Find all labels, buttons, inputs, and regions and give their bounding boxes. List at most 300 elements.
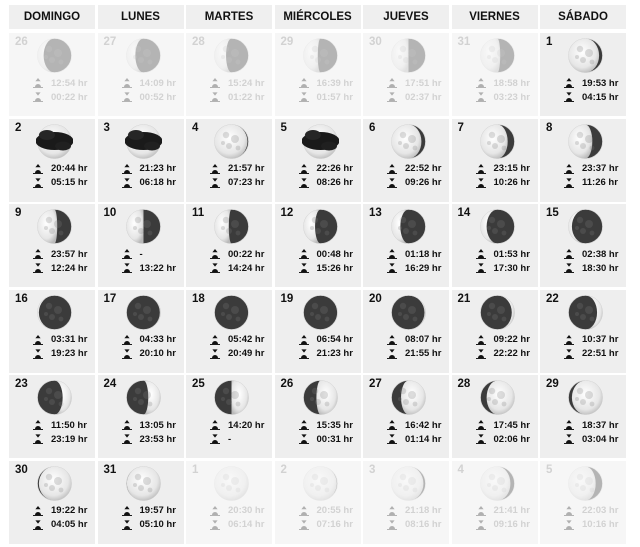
moon-crater <box>236 60 241 65</box>
moon-crater <box>575 312 579 316</box>
moonset-icon <box>387 349 397 359</box>
moonrise-row <box>122 163 176 175</box>
moonrise-icon <box>387 249 397 259</box>
calendar-day[interactable] <box>98 375 184 458</box>
moonrise-row <box>564 334 618 346</box>
moonset-time: 23:19 hr <box>51 433 88 445</box>
moonrise-time: 23:57 hr <box>51 248 88 260</box>
moon-crater <box>223 131 229 137</box>
moonrise-row <box>210 334 264 346</box>
moon-crater <box>143 220 151 228</box>
moonset-time: 22:22 hr <box>493 348 530 359</box>
moonrise-row <box>476 77 530 89</box>
moon-phase-icon <box>479 208 516 245</box>
moonrise-time: 09:22 hr <box>493 334 530 345</box>
moon-crater <box>501 316 506 321</box>
moonrise-icon <box>210 78 220 88</box>
moon-crater <box>400 46 406 52</box>
calendar-day[interactable] <box>452 204 538 287</box>
moonrise-time: 11:50 hr <box>51 419 87 431</box>
moonset-row <box>387 177 441 189</box>
moon-crater <box>223 217 229 223</box>
moonrise-time: 19:53 hr <box>582 77 619 89</box>
moon-crater <box>590 316 595 321</box>
moon-crater <box>492 399 498 405</box>
day-number: 28 <box>457 378 471 390</box>
moonrise-time: 03:31 hr <box>51 334 88 345</box>
moon-crater <box>403 485 409 491</box>
moon-crater <box>577 46 583 52</box>
moonrise-icon <box>387 420 397 430</box>
moon-crater <box>223 388 229 394</box>
moon-crater <box>54 477 62 485</box>
moon-crater <box>580 228 586 234</box>
moon-phase-icon <box>36 123 73 160</box>
moon-crater <box>46 217 52 223</box>
calendar-day[interactable] <box>9 33 95 116</box>
moonset-icon <box>564 520 574 530</box>
moon-crater <box>324 231 329 236</box>
moonrise-time: 02:38 hr <box>582 248 619 260</box>
calendar-day[interactable] <box>452 33 538 116</box>
calendar-day[interactable] <box>452 119 538 202</box>
calendar-day[interactable] <box>452 375 538 458</box>
moon-phase-icon <box>479 379 516 416</box>
moon-crater <box>134 473 140 479</box>
moonset-icon <box>122 349 132 359</box>
moon-crater <box>59 231 64 236</box>
moonset-row <box>122 177 176 189</box>
moonset-time: 10:16 hr <box>582 519 619 530</box>
calendar-day[interactable] <box>98 461 184 544</box>
moonset-time: 07:16 hr <box>316 519 353 530</box>
moon-crater <box>320 306 328 314</box>
day-number: 28 <box>192 36 205 48</box>
moonset-icon <box>33 349 43 359</box>
moon-crater <box>408 391 416 399</box>
moonset-row <box>476 348 530 360</box>
calendar-day[interactable] <box>98 290 184 373</box>
moon-crater <box>487 141 491 145</box>
moon-crater <box>497 49 505 57</box>
moon-crater <box>221 141 225 145</box>
moonrise-time: 10:37 hr <box>582 334 619 345</box>
moonset-row <box>33 177 87 189</box>
calendar-day[interactable] <box>540 204 626 287</box>
moon-phase-icon <box>567 294 604 331</box>
moonrise-time: 08:07 hr <box>405 334 442 345</box>
moonset-row <box>33 348 87 360</box>
day-number: 31 <box>457 36 471 48</box>
moonrise-icon <box>564 420 574 430</box>
calendar-day[interactable] <box>186 204 272 287</box>
moonset-row <box>122 262 176 274</box>
calendar-day[interactable] <box>363 204 449 287</box>
moon-phase-icon <box>302 37 339 74</box>
day-number: 26 <box>15 36 28 48</box>
moon-crater <box>231 49 239 57</box>
calendar-day[interactable] <box>540 461 626 544</box>
moon-crater <box>44 55 48 59</box>
calendar-day[interactable] <box>98 33 184 116</box>
moonrise-time: 19:57 hr <box>139 505 176 516</box>
calendar-day[interactable] <box>186 290 272 373</box>
moon-crater <box>492 485 498 491</box>
calendar-day[interactable] <box>9 119 95 202</box>
moonrise-time: 20:44 hr <box>51 163 88 174</box>
calendar-day[interactable] <box>186 375 272 458</box>
day-number: 13 <box>369 207 382 219</box>
calendar-day[interactable] <box>98 204 184 287</box>
moon-crater <box>400 217 406 223</box>
calendar-day[interactable] <box>275 119 361 202</box>
calendar-day[interactable] <box>363 461 449 544</box>
moonrise-time: 16:42 hr <box>405 419 442 431</box>
moonrise-row <box>210 163 264 175</box>
moon-crater <box>226 314 232 320</box>
moonrise-icon <box>122 164 132 174</box>
moonrise-time: 21:57 hr <box>228 163 265 174</box>
moon-phase-icon <box>36 379 73 416</box>
moonrise-icon <box>33 335 43 345</box>
day-number: 29 <box>280 36 294 48</box>
moonset-row <box>210 433 231 445</box>
moon-crater <box>492 143 498 149</box>
moonset-row <box>299 519 353 531</box>
moon-crater <box>236 231 241 236</box>
moon-crater <box>226 57 232 63</box>
moon-crater <box>134 302 140 308</box>
moonrise-icon <box>476 249 486 259</box>
moon-phase-icon <box>125 37 162 74</box>
moon-crater <box>585 49 593 57</box>
moonset-icon <box>122 178 132 188</box>
calendar-day[interactable] <box>452 461 538 544</box>
moon-crater <box>143 477 151 485</box>
moonset-row <box>564 519 618 531</box>
moon-crater <box>324 316 329 321</box>
moonrise-row <box>210 419 264 431</box>
moon-crater <box>226 143 232 149</box>
moonset-time: 11:26 hr <box>582 177 618 188</box>
moon-crater <box>488 302 494 308</box>
moon-crater <box>133 397 137 401</box>
moon-crater <box>221 55 225 59</box>
moon-crater <box>223 302 229 308</box>
moonset-icon <box>122 92 132 102</box>
moon-crater <box>575 483 579 487</box>
moon-crater <box>400 302 406 308</box>
moon-crater <box>400 388 406 394</box>
moonset-icon <box>299 92 309 102</box>
moonrise-icon <box>122 506 132 516</box>
moon-crater <box>413 231 418 236</box>
moon-phase-icon <box>36 294 73 331</box>
moon-crater <box>46 302 52 308</box>
moonrise-row <box>210 248 264 260</box>
calendar-day[interactable] <box>275 375 361 458</box>
moonset-time: 05:15 hr <box>51 177 88 188</box>
moon-crater <box>488 131 494 137</box>
moonset-row <box>122 348 176 360</box>
moonset-icon <box>387 434 397 444</box>
moonset-icon <box>210 520 220 530</box>
moonset-icon <box>299 434 309 444</box>
moon-crater <box>398 141 402 145</box>
moon-crater <box>590 231 595 236</box>
day-number: 2 <box>280 463 287 476</box>
moon-phase-icon <box>390 208 427 245</box>
moon-crater <box>59 487 64 492</box>
moonset-row <box>476 91 530 103</box>
moonset-row <box>564 262 618 274</box>
calendar-day[interactable] <box>186 33 272 116</box>
moon-crater <box>575 141 579 145</box>
moon-crater <box>143 306 151 314</box>
moon-crater <box>487 226 491 230</box>
weekday-header: LUNES <box>98 5 184 29</box>
moon-phase-icon <box>302 123 339 160</box>
moonset-time: 21:23 hr <box>316 348 353 359</box>
moonset-time: 08:16 hr <box>405 519 442 530</box>
moon-crater <box>398 226 402 230</box>
moon-crater <box>501 231 506 236</box>
moon-crater <box>315 399 321 405</box>
calendar-day[interactable] <box>363 119 449 202</box>
moonset-icon <box>564 263 574 273</box>
calendar-day[interactable] <box>98 119 184 202</box>
moon-crater <box>413 316 418 321</box>
moonrise-row <box>564 163 618 175</box>
moonset-row <box>210 91 264 103</box>
moon-crater <box>147 60 152 65</box>
moonset-row <box>122 519 176 531</box>
moonset-row <box>122 91 176 103</box>
moon-crater <box>133 55 137 59</box>
moonset-row <box>33 262 87 274</box>
day-number: 7 <box>457 121 464 134</box>
moon-crater <box>138 314 144 320</box>
moon-crater <box>46 46 52 52</box>
moonrise-icon <box>299 249 309 259</box>
moonrise-icon <box>564 506 574 516</box>
moon-crater <box>324 402 329 407</box>
moonrise-icon <box>33 78 43 88</box>
moon-crater <box>580 57 586 63</box>
moonrise-row <box>33 419 87 431</box>
calendar-day[interactable] <box>275 461 361 544</box>
moonrise-row <box>387 77 441 89</box>
moonset-row <box>564 91 618 103</box>
moonrise-row <box>210 505 264 517</box>
moon-phase-icon <box>479 465 516 502</box>
moonset-icon <box>33 263 43 273</box>
moonset-icon <box>564 434 574 444</box>
moon-crater <box>44 226 48 230</box>
moon-crater <box>236 402 241 407</box>
calendar-day[interactable] <box>275 33 361 116</box>
moon-phase-icon <box>302 465 339 502</box>
moon-phase-icon <box>213 37 250 74</box>
moon-crater <box>133 226 137 230</box>
moonrise-time: 01:18 hr <box>405 248 442 260</box>
calendar-day[interactable] <box>363 375 449 458</box>
moon-crater <box>413 402 418 407</box>
moonrise-time: 00:22 hr <box>228 248 265 260</box>
moonrise-icon <box>210 249 220 259</box>
moonset-time: 02:06 hr <box>493 433 530 445</box>
moon-crater <box>403 143 409 149</box>
moonrise-row <box>476 334 530 346</box>
moon-crater <box>577 302 583 308</box>
calendar-day[interactable] <box>540 33 626 116</box>
moon-crater <box>580 314 586 320</box>
calendar-day[interactable] <box>9 375 95 458</box>
moonrise-time: 14:09 hr <box>139 77 176 89</box>
calendar-day[interactable] <box>363 33 449 116</box>
moon-crater <box>226 399 232 405</box>
moon-phase-icon <box>302 294 339 331</box>
calendar-day[interactable] <box>275 290 361 373</box>
moon-crater <box>134 46 140 52</box>
calendar-day[interactable] <box>9 461 95 544</box>
moon-phase-icon <box>567 465 604 502</box>
calendar-day[interactable] <box>275 204 361 287</box>
moonset-time: 01:14 hr <box>405 433 442 445</box>
moon-crater <box>143 391 151 399</box>
moon-crater <box>413 145 418 150</box>
weekday-header: VIERNES <box>452 5 538 29</box>
calendar-day[interactable] <box>540 119 626 202</box>
moonrise-row <box>122 505 176 517</box>
moonset-time: 12:24 hr <box>51 262 88 274</box>
moon-crater <box>487 312 491 316</box>
moonrise-row <box>299 419 353 431</box>
moonrise-time: 21:23 hr <box>139 163 176 174</box>
moon-crater <box>487 483 491 487</box>
day-number: 18 <box>192 292 205 305</box>
moon-phase-icon <box>390 123 427 160</box>
day-number: 29 <box>546 378 559 390</box>
moonset-icon <box>122 520 132 530</box>
moonrise-time: 21:18 hr <box>405 505 442 516</box>
moonrise-time: 01:53 hr <box>493 248 530 260</box>
moon-crater <box>54 391 62 399</box>
moonset-time: - <box>228 433 232 445</box>
moonrise-row <box>210 77 264 89</box>
moon-crater <box>311 473 317 479</box>
moonset-row <box>476 262 530 274</box>
day-number: 20 <box>369 292 382 305</box>
moon-crater <box>311 217 317 223</box>
moon-crater <box>324 60 329 65</box>
moonrise-icon <box>476 164 486 174</box>
day-number: 3 <box>103 121 110 134</box>
moon-crater <box>590 60 595 65</box>
moonset-icon <box>33 92 43 102</box>
day-number: 1 <box>546 36 553 48</box>
moon-crater <box>488 388 494 394</box>
calendar-day[interactable] <box>540 290 626 373</box>
moonset-row <box>299 262 353 274</box>
moon-phase-icon <box>125 379 162 416</box>
moon-crater <box>488 473 494 479</box>
moonset-row <box>299 91 353 103</box>
moonset-row <box>387 91 441 103</box>
moon-crater <box>398 55 402 59</box>
moon-phase-icon <box>390 465 427 502</box>
moonrise-time: 05:42 hr <box>228 334 265 345</box>
moon-crater <box>221 483 225 487</box>
moonrise-time: 06:54 hr <box>316 334 353 345</box>
moonset-row <box>210 177 264 189</box>
moon-crater <box>311 302 317 308</box>
moon-crater <box>49 314 55 320</box>
day-number: 27 <box>103 36 117 48</box>
weekday-header: SÁBADO <box>540 5 626 29</box>
moonrise-row <box>122 77 176 89</box>
moon-crater <box>310 397 314 401</box>
day-number: 31 <box>103 463 117 476</box>
moonrise-time: 14:20 hr <box>228 419 265 431</box>
moonset-time: 09:16 hr <box>493 519 530 530</box>
moonrise-icon <box>476 420 486 430</box>
moonset-row <box>387 433 441 445</box>
moon-crater <box>59 316 64 321</box>
moonrise-icon <box>299 164 309 174</box>
moon-crater <box>590 487 595 492</box>
calendar-day[interactable] <box>363 290 449 373</box>
moon-crater <box>497 220 505 228</box>
moon-crater <box>408 220 416 228</box>
moon-crater <box>398 397 402 401</box>
moon-crater <box>223 473 229 479</box>
moon-crater <box>231 220 239 228</box>
moonset-icon <box>564 349 574 359</box>
calendar-day[interactable] <box>452 290 538 373</box>
moonset-icon <box>210 263 220 273</box>
moon-crater <box>413 60 418 65</box>
moon-crater <box>138 228 144 234</box>
moonset-time: 22:51 hr <box>582 348 619 359</box>
moon-crater <box>54 306 62 314</box>
day-number: 11 <box>192 207 205 219</box>
moonset-time: 01:57 hr <box>316 91 353 103</box>
moonrise-row <box>564 419 618 431</box>
moon-crater <box>226 228 232 234</box>
moonrise-row <box>299 163 353 175</box>
moonset-row <box>299 177 353 189</box>
moonset-icon <box>33 434 43 444</box>
moon-crater <box>501 60 506 65</box>
calendar-day[interactable] <box>9 290 95 373</box>
moon-crater <box>221 397 225 401</box>
moon-phase-icon <box>479 294 516 331</box>
moonrise-time: 12:54 hr <box>51 77 88 89</box>
calendar-day[interactable] <box>186 461 272 544</box>
moonrise-row <box>387 163 441 175</box>
calendar-day[interactable] <box>186 119 272 202</box>
calendar-day[interactable] <box>9 204 95 287</box>
moonrise-icon <box>564 164 574 174</box>
moonrise-row <box>299 505 353 517</box>
moon-crater <box>221 312 225 316</box>
moonrise-icon <box>122 249 132 259</box>
moon-crater <box>310 483 314 487</box>
moonrise-row <box>33 77 87 89</box>
calendar-day[interactable] <box>540 375 626 458</box>
moon-crater <box>138 485 144 491</box>
